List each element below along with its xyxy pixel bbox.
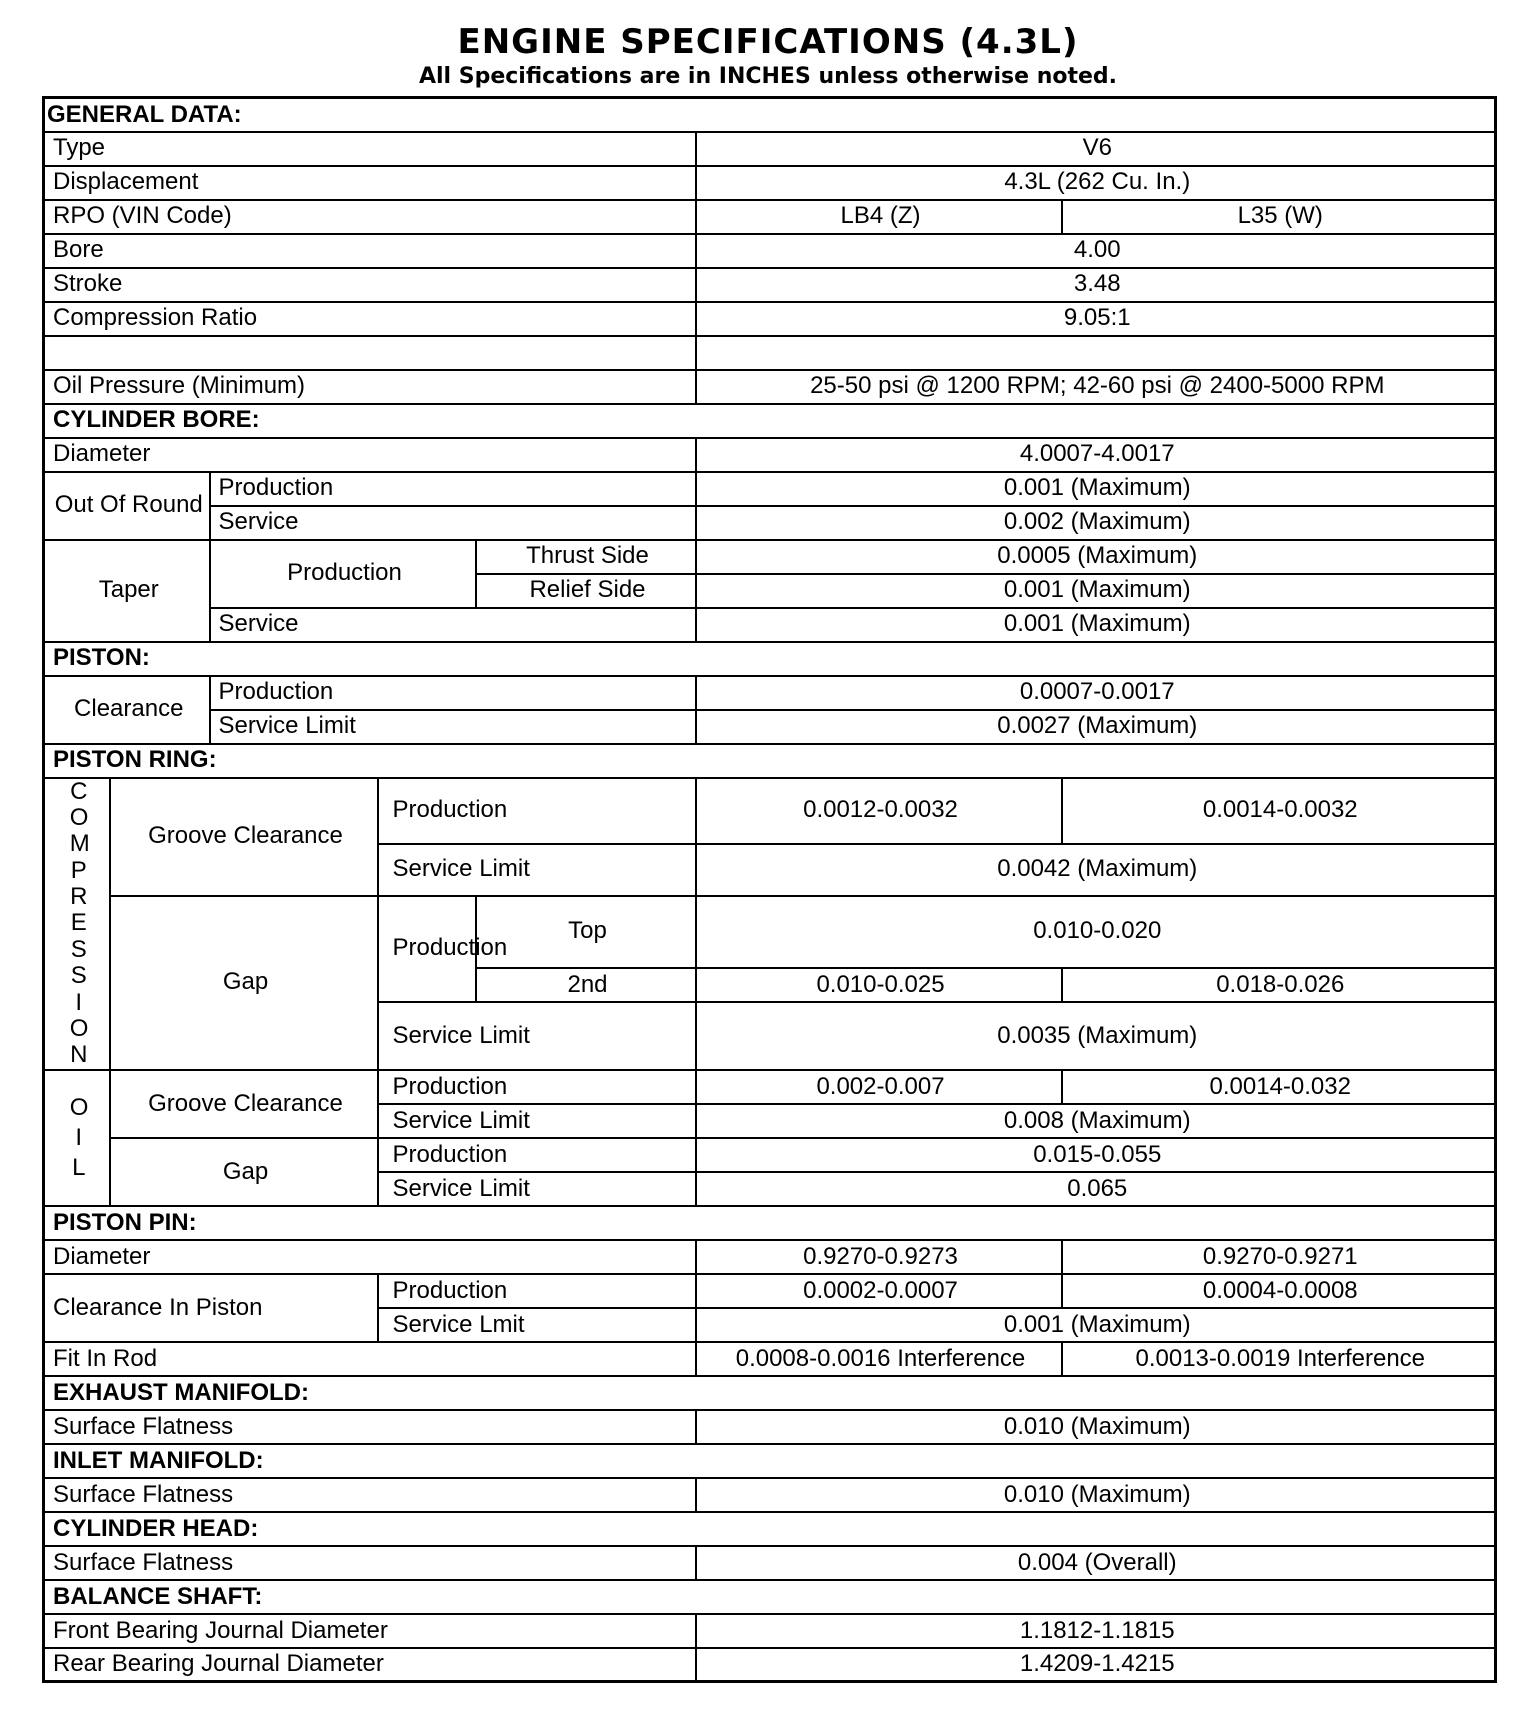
spec-label-piston-service-limit: Service Limit bbox=[210, 710, 696, 744]
spec-value-compression-ratio: 9.05:1 bbox=[696, 302, 1496, 336]
spec-label-oil-groove-service: Service Limit bbox=[378, 1104, 696, 1138]
vertical-text-oil: OIL bbox=[69, 1093, 89, 1181]
spec-value-taper-relief: 0.001 (Maximum) bbox=[696, 574, 1496, 608]
spec-value-taper-service: 0.001 (Maximum) bbox=[696, 608, 1496, 642]
section-cylinder-head: CYLINDER HEAD: bbox=[44, 1512, 1496, 1546]
spec-value-oil-pressure: 25-50 psi @ 1200 RPM; 42-60 psi @ 2400-5000 RPM bbox=[696, 370, 1496, 404]
spec-label-rear-bearing: Rear Bearing Journal Diameter bbox=[44, 1648, 696, 1682]
spec-value-oil-groove-prod-l35: 0.0014-0.032 bbox=[1062, 1070, 1496, 1104]
spec-label-oor-production: Production bbox=[210, 472, 696, 506]
spec-value-displacement: 4.3L (262 Cu. In.) bbox=[696, 166, 1496, 200]
spec-value-pin-diameter-lb4: 0.9270-0.9273 bbox=[696, 1240, 1062, 1274]
section-general-data: GENERAL DATA: bbox=[44, 98, 1496, 132]
section-cylinder-bore: CYLINDER BORE: bbox=[44, 404, 1496, 438]
spec-label-comp-gap-production: Production bbox=[378, 896, 476, 1002]
spec-value-comp-gap-service: 0.0035 (Maximum) bbox=[696, 1002, 1496, 1070]
section-exhaust-manifold: EXHAUST MANIFOLD: bbox=[44, 1376, 1496, 1410]
spec-label-fit-in-rod: Fit In Rod bbox=[44, 1342, 696, 1376]
spec-value-pin-diameter-l35: 0.9270-0.9271 bbox=[1062, 1240, 1496, 1274]
spec-value-comp-gap-top: 0.010-0.020 bbox=[696, 896, 1496, 968]
spec-value-front-bearing: 1.1812-1.1815 bbox=[696, 1614, 1496, 1648]
spec-label-comp-groove-service: Service Limit bbox=[378, 844, 696, 896]
spec-label-type: Type bbox=[44, 132, 696, 166]
spec-label-head-flatness: Surface Flatness bbox=[44, 1546, 696, 1580]
spec-value-piston-production: 0.0007-0.0017 bbox=[696, 676, 1496, 710]
spec-value-stroke: 3.48 bbox=[696, 268, 1496, 302]
spec-label-bore: Bore bbox=[44, 234, 696, 268]
spec-label-compression-ratio: Compression Ratio bbox=[44, 302, 696, 336]
spec-label-comp-gap: Gap bbox=[110, 896, 378, 1070]
engine-spec-table bbox=[42, 96, 1497, 1683]
spec-value-rpo-l35: L35 (W) bbox=[1062, 200, 1496, 234]
spec-value-pin-service: 0.001 (Maximum) bbox=[696, 1308, 1496, 1342]
spec-value-comp-gap-2nd-l35: 0.018-0.026 bbox=[1062, 968, 1496, 1002]
spec-value-head-flatness: 0.004 (Overall) bbox=[696, 1546, 1496, 1580]
spec-value-fit-lb4: 0.0008-0.0016 Interference bbox=[696, 1342, 1062, 1376]
spec-label-taper: Taper bbox=[44, 540, 210, 642]
spec-value-bore-diameter: 4.0007-4.0017 bbox=[696, 438, 1496, 472]
spec-label-bore-diameter: Diameter bbox=[44, 438, 696, 472]
spec-value-exhaust-flatness: 0.010 (Maximum) bbox=[696, 1410, 1496, 1444]
spec-value-fit-l35: 0.0013-0.0019 Interference bbox=[1062, 1342, 1496, 1376]
section-inlet-manifold: INLET MANIFOLD: bbox=[44, 1444, 1496, 1478]
blank-cell bbox=[44, 336, 696, 370]
page-subtitle: All Specifications are in INCHES unless otherwise noted. bbox=[418, 64, 1118, 89]
spec-value-oor-service: 0.002 (Maximum) bbox=[696, 506, 1496, 540]
vertical-text-compression: COMPRESSION bbox=[69, 777, 90, 1069]
spec-label-comp-gap-2nd: 2nd bbox=[476, 968, 696, 1002]
spec-value-taper-thrust: 0.0005 (Maximum) bbox=[696, 540, 1496, 574]
spec-label-thrust-side: Thrust Side bbox=[476, 540, 696, 574]
spec-label-oil-gap-production: Production bbox=[378, 1138, 696, 1172]
spec-value-oor-production: 0.001 (Maximum) bbox=[696, 472, 1496, 506]
spec-value-bore: 4.00 bbox=[696, 234, 1496, 268]
spec-value-oil-gap-service: 0.065 bbox=[696, 1172, 1496, 1206]
spec-label-relief-side: Relief Side bbox=[476, 574, 696, 608]
section-piston-pin: PISTON PIN: bbox=[44, 1206, 1496, 1240]
vertical-label-oil bbox=[44, 1070, 110, 1206]
spec-value-oil-groove-prod-lb4: 0.002-0.007 bbox=[696, 1070, 1062, 1104]
spec-label-front-bearing: Front Bearing Journal Diameter bbox=[44, 1614, 696, 1648]
spec-label-comp-gap-top: Top bbox=[476, 896, 696, 968]
spec-value-type: V6 bbox=[696, 132, 1496, 166]
spec-value-comp-gap-2nd-lb4: 0.010-0.025 bbox=[696, 968, 1062, 1002]
spec-label-taper-production: Production bbox=[210, 540, 476, 608]
vertical-label-compression bbox=[44, 778, 110, 1070]
spec-label-oil-groove-clearance: Groove Clearance bbox=[110, 1070, 378, 1138]
spec-label-comp-groove-clearance: Groove Clearance bbox=[110, 778, 378, 896]
blank-cell bbox=[696, 336, 1496, 370]
page-title: ENGINE SPECIFICATIONS (4.3L) bbox=[457, 22, 1079, 62]
spec-label-oil-gap: Gap bbox=[110, 1138, 378, 1206]
spec-label-pin-service: Service Lmit bbox=[378, 1308, 696, 1342]
section-balance-shaft: BALANCE SHAFT: bbox=[44, 1580, 1496, 1614]
spec-label-piston-clearance: Clearance bbox=[44, 676, 210, 744]
spec-label-piston-production: Production bbox=[210, 676, 696, 710]
spec-label-comp-groove-production: Production bbox=[378, 778, 696, 844]
spec-value-oil-groove-service: 0.008 (Maximum) bbox=[696, 1104, 1496, 1138]
spec-label-pin-clearance: Clearance In Piston bbox=[44, 1274, 378, 1342]
spec-value-comp-groove-prod-lb4: 0.0012-0.0032 bbox=[696, 778, 1062, 844]
section-piston-ring: PISTON RING: bbox=[44, 744, 1496, 778]
spec-value-rear-bearing: 1.4209-1.4215 bbox=[696, 1648, 1496, 1682]
spec-label-displacement: Displacement bbox=[44, 166, 696, 200]
spec-label-exhaust-flatness: Surface Flatness bbox=[44, 1410, 696, 1444]
spec-label-out-of-round: Out Of Round bbox=[44, 472, 210, 540]
spec-value-oil-gap-production: 0.015-0.055 bbox=[696, 1138, 1496, 1172]
spec-label-oil-groove-production: Production bbox=[378, 1070, 696, 1104]
section-piston: PISTON: bbox=[44, 642, 1496, 676]
spec-value-piston-service-limit: 0.0027 (Maximum) bbox=[696, 710, 1496, 744]
spec-label-comp-gap-service: Service Limit bbox=[378, 1002, 696, 1070]
spec-label-stroke: Stroke bbox=[44, 268, 696, 302]
spec-value-comp-groove-prod-l35: 0.0014-0.0032 bbox=[1062, 778, 1496, 844]
spec-label-oor-service: Service bbox=[210, 506, 696, 540]
spec-label-rpo: RPO (VIN Code) bbox=[44, 200, 696, 234]
spec-label-oil-gap-service: Service Limit bbox=[378, 1172, 696, 1206]
spec-value-inlet-flatness: 0.010 (Maximum) bbox=[696, 1478, 1496, 1512]
spec-label-oil-pressure: Oil Pressure (Minimum) bbox=[44, 370, 696, 404]
spec-label-pin-diameter: Diameter bbox=[44, 1240, 696, 1274]
spec-value-comp-groove-service: 0.0042 (Maximum) bbox=[696, 844, 1496, 896]
spec-value-rpo-lb4: LB4 (Z) bbox=[696, 200, 1062, 234]
spec-value-pin-production-lb4: 0.0002-0.0007 bbox=[696, 1274, 1062, 1308]
spec-value-pin-production-l35: 0.0004-0.0008 bbox=[1062, 1274, 1496, 1308]
spec-label-inlet-flatness: Surface Flatness bbox=[44, 1478, 696, 1512]
spec-label-pin-production: Production bbox=[378, 1274, 696, 1308]
spec-label-taper-service: Service bbox=[210, 608, 696, 642]
